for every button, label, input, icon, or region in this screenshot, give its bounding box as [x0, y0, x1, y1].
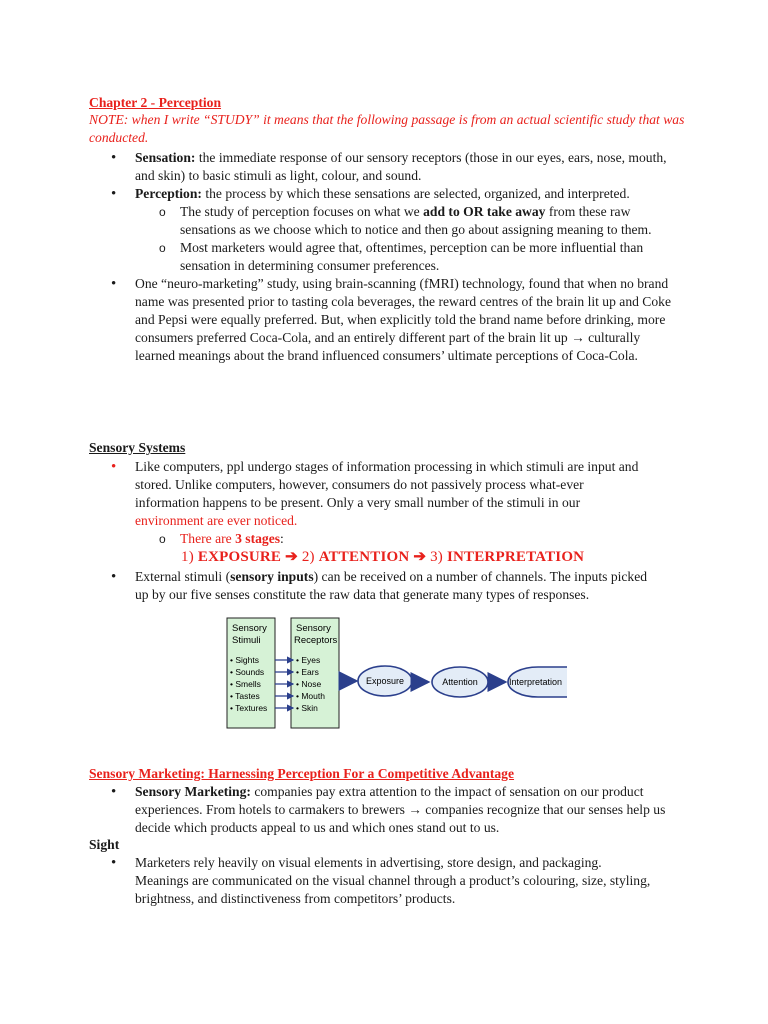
sensory-marketing-list — [111, 783, 671, 837]
exposure-label: Exposure — [365, 676, 405, 686]
external-stimuli-list — [111, 568, 651, 604]
perception-term: Perception: — [135, 186, 202, 201]
receptors-title-line-2: Receptors — [294, 635, 338, 646]
sight-text: Marketers rely heavily on visual elements in advertising, store design, and packaging. Meanings are communicated on the visual channel through a product’s colouring, size, styling, brightness, and distinctiveness from competitors’ products. — [135, 855, 651, 906]
sight-heading: Sight — [89, 837, 120, 852]
stage-2-number: 2) — [301, 549, 319, 565]
sensory-marketing-item — [111, 783, 671, 837]
receptor-item: • Mouth — [296, 691, 325, 701]
neuro-text-a: One “neuro-marketing” study, using brain-scanning (fMRI) technology, found that when no brand name was presented prior to tasting cola beverages, the reward centres of the brain lit up and Coke and Pepsi were equally preferred. But, when explicitly told the brand name before drinking, more consumers preferred Coca-Cola, and an entirely different part of the brain lit up — [135, 276, 672, 345]
computers-item — [111, 458, 651, 548]
interpretation-label: Interpretation — [509, 677, 563, 687]
receptor-item: • Nose — [296, 679, 322, 689]
stimulus-item: • Sights — [230, 655, 259, 665]
stages-colon: : — [280, 531, 284, 546]
stages-sequence — [181, 548, 584, 566]
sensory-marketing-text-b: companies recognize that our senses help us decide which products appeal to us and which ones stand out to us. — [135, 802, 666, 835]
sensory-systems-heading: Sensory Systems — [89, 440, 186, 455]
sensation-item — [111, 149, 683, 185]
perception-item — [111, 185, 683, 275]
stimulus-item: • Sounds — [230, 667, 265, 677]
receptor-item: • Skin — [296, 703, 318, 713]
perception-sub-item — [135, 239, 683, 275]
stage-interpretation: INTERPRETATION — [446, 549, 585, 565]
arrow-icon: ➔ — [413, 549, 427, 565]
perception-sub-item — [135, 203, 683, 239]
sensory-marketing-term: Sensory Marketing: — [135, 784, 251, 799]
stages-sublist — [135, 530, 651, 548]
perception-text: the process by which these sensations are selected, organized, and interpreted. — [201, 186, 630, 201]
sub1-text-a: The study of perception focuses on what we — [180, 204, 424, 219]
external-stimuli-item — [111, 568, 651, 604]
stages-bold: 3 stages — [235, 531, 281, 546]
perception-sublist — [135, 203, 683, 275]
stage-exposure: EXPOSURE — [197, 549, 282, 565]
sensory-marketing-text-a: companies pay extra attention to the impact of sensation on our product experiences. From hotels to carmakers to brewers — [135, 784, 644, 817]
stimuli-to-receptor-arrows — [275, 660, 293, 708]
computers-red-text: environment are ever noticed. — [135, 513, 298, 528]
right-arrow-icon: → — [408, 802, 422, 817]
neuro-marketing-item — [111, 275, 683, 365]
receptor-item: • Eyes — [296, 655, 321, 665]
stimuli-title-line-1: Sensory — [232, 623, 267, 634]
stages-text-a: There are — [180, 531, 236, 546]
sensory-marketing-heading: Sensory Marketing: Harnessing Perception For a Competitive Advantage — [89, 766, 515, 781]
intro-list — [111, 149, 683, 365]
sub1-text-b: from these raw sensations as we choose which to notice and then go about assigning meaning to them. — [180, 204, 652, 237]
right-arrow-icon: → — [571, 330, 585, 345]
perception-process-diagram — [222, 615, 567, 733]
stages-item — [135, 530, 651, 548]
sub1-bold: add to OR take away — [423, 204, 546, 219]
study-note: NOTE: when I write “STUDY” it means that the following passage is from an actual scientific study that was conducted. — [89, 112, 685, 145]
external-text-b: ) can be received on a number of channels. The inputs picked up by our five senses constitute the raw data that generate many types of responses. — [135, 569, 648, 602]
external-text-a: External stimuli ( — [135, 569, 231, 584]
external-bold: sensory inputs — [230, 569, 314, 584]
sensation-term: Sensation: — [135, 150, 196, 165]
arrow-icon: ➔ — [285, 549, 298, 565]
chapter-title: Chapter 2 - Perception — [89, 95, 222, 110]
receptors-title-line-1: Sensory — [296, 623, 331, 634]
stage-1-number: 1) — [181, 549, 198, 565]
sensory-systems-list — [111, 458, 651, 548]
attention-label: Attention — [442, 677, 478, 687]
computers-text: Like computers, ppl undergo stages of information processing in which stimuli are input and stored. Unlike computers, however, consumers do not passively process what-ever information happens to be present. Only a very small number of the stimuli in our — [135, 459, 639, 510]
receptor-item: • Ears — [296, 667, 319, 677]
sight-item — [111, 854, 651, 908]
stimulus-item: • Tastes — [230, 691, 260, 701]
stimulus-item: • Smells — [230, 679, 261, 689]
stage-attention: ATTENTION — [318, 549, 410, 565]
stimuli-title-line-2: Stimuli — [232, 635, 261, 646]
stage-3-number: 3) — [430, 549, 447, 565]
stimulus-item: • Textures — [230, 703, 268, 713]
sub2-text: Most marketers would agree that, oftentimes, perception can be more influential than sensation in determining consumer preferences. — [180, 240, 644, 273]
sight-list — [111, 854, 651, 908]
neuro-text-b: culturally learned meanings about the brand influenced consumers’ ultimate perceptions of Coca-Cola. — [135, 330, 641, 363]
sensation-text: the immediate response of our sensory receptors (those in our eyes, ears, nose, mouth, and skin) to basic stimuli as light, colour, and sound. — [135, 150, 667, 183]
